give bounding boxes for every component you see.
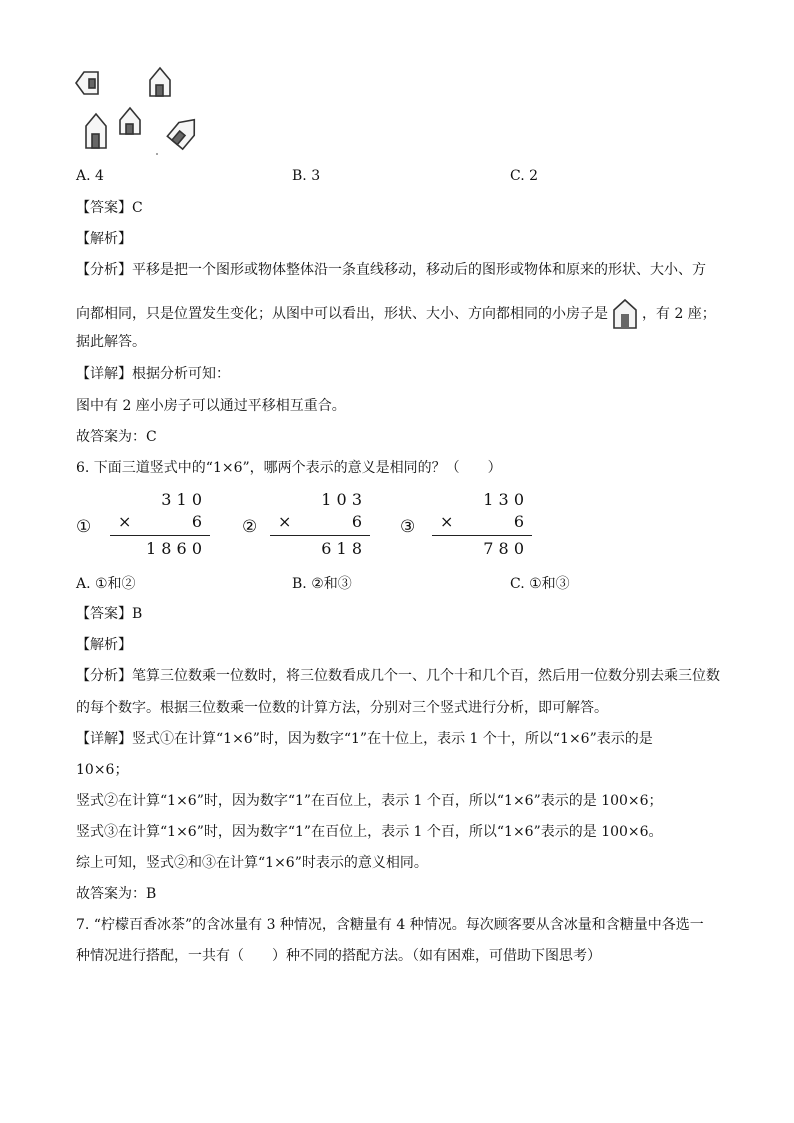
calc-1-mark: ① xyxy=(76,517,92,537)
q6-analysis-line-1: 【分析】笔算三位数乘一位数时，将三位数看成几个一、几个十和几个百，然后用一位数分别去乘三位数 xyxy=(76,668,720,684)
q5-option-b: B. 3 xyxy=(292,168,321,184)
q6-option-a: A. ①和② xyxy=(76,576,136,592)
calc-1-result: 1 8 6 0 xyxy=(146,539,202,558)
q6-detail-line-2: 10×6； xyxy=(76,762,129,778)
q5-final-answer: 故答案为：C xyxy=(76,429,157,445)
q6-detail-line-5: 综上可知，竖式②和③在计算“1×6”时表示的意义相同。 xyxy=(76,855,428,871)
house-upright-top xyxy=(150,68,170,96)
q5-analysis-line-3: 据此解答。 xyxy=(76,334,146,350)
q6-option-c: C. ①和③ xyxy=(510,576,570,592)
vertical-calc-1 xyxy=(110,490,210,560)
q7-question-line-1: 7. “柠檬百香冰茶”的含冰量有 3 种情况，含糖量有 4 种情况。每次顾客要从含冰量和含糖量中各选一 xyxy=(76,917,704,933)
q5-option-a: A. 4 xyxy=(76,168,104,184)
q6-option-b: B. ②和③ xyxy=(292,576,352,592)
calc-1-digit: 6 xyxy=(191,512,202,531)
calc-2-times: × xyxy=(278,512,292,531)
q5-analysis-heading: 【解析】 xyxy=(76,231,132,247)
q6-detail-line-3: 竖式②在计算“1×6”时，因为数字“1”在百位上，表示 1 个百，所以“1×6”表示的是 100×6； xyxy=(76,793,663,809)
q5-detail-line-2: 图中有 2 座小房子可以通过平移相互重合。 xyxy=(76,398,346,414)
calc-1-rule xyxy=(110,535,210,536)
calc-2-result: 6 1 8 xyxy=(321,539,362,558)
house-rotated-left xyxy=(76,72,98,94)
q6-detail-line-4: 竖式③在计算“1×6”时，因为数字“1”在百位上，表示 1 个百，所以“1×6”表示的是 100×6。 xyxy=(76,824,663,840)
calc-1-times: × xyxy=(118,512,132,531)
house-tilted-right xyxy=(167,113,202,149)
q5-option-c: C. 2 xyxy=(510,168,539,184)
calc-2-top: 1 0 3 xyxy=(321,490,362,509)
calc-3-result: 7 8 0 xyxy=(483,539,524,558)
q6-answer: 【答案】B xyxy=(76,606,143,622)
house-upright-bottom xyxy=(86,114,106,148)
q5-answer: 【答案】C xyxy=(76,200,143,216)
q6-analysis-heading: 【解析】 xyxy=(76,637,132,653)
calc-3-times: × xyxy=(440,512,454,531)
calc-3-top: 1 3 0 xyxy=(483,490,524,509)
calc-3-mark: ③ xyxy=(400,517,416,537)
calc-3-digit: 6 xyxy=(513,512,524,531)
calc-3-rule xyxy=(432,535,532,536)
q6-detail-line-1: 【详解】竖式①在计算“1×6”时，因为数字“1”在十位上，表示 1 个十，所以“1×6”表示的是 xyxy=(76,731,653,747)
q5-analysis-line-1: 【分析】平移是把一个图形或物体整体沿一条直线移动，移动后的图形或物体和原来的形状、大小、方 xyxy=(76,262,706,278)
q6-analysis-line-2: 的每个数字。根据三位数乘一位数的计算方法，分别对三个竖式进行分析，即可解答。 xyxy=(76,700,608,716)
house-upright-middle xyxy=(120,108,140,134)
q5-analysis-line-2b: ，有 2 座； xyxy=(642,306,716,322)
calc-2-digit: 6 xyxy=(351,512,362,531)
q5-analysis-line-2a: 向都相同，只是位置发生变化；从图中可以看出，形状、大小、方向都相同的小房子是 xyxy=(76,306,608,322)
house-icon xyxy=(612,298,638,330)
houses-figure xyxy=(72,62,202,156)
q6-question: 6. 下面三道竖式中的“1×6”，哪两个表示的意义是相同的？（ ） xyxy=(76,460,502,476)
calc-1-top: 3 1 0 xyxy=(161,490,202,509)
q7-question-line-2: 种情况进行搭配，一共有（ ）种不同的搭配方法。（如有困难，可借助下图思考） xyxy=(76,948,601,964)
q6-final-answer: 故答案为：B xyxy=(76,886,157,902)
q5-detail-line-1: 【详解】根据分析可知： xyxy=(76,366,230,382)
calc-2-mark: ② xyxy=(242,517,258,537)
vertical-calc-3 xyxy=(432,490,532,560)
q5-analysis-line-2 xyxy=(76,298,716,330)
calc-2-rule xyxy=(270,535,370,536)
vertical-calc-2 xyxy=(270,490,370,560)
